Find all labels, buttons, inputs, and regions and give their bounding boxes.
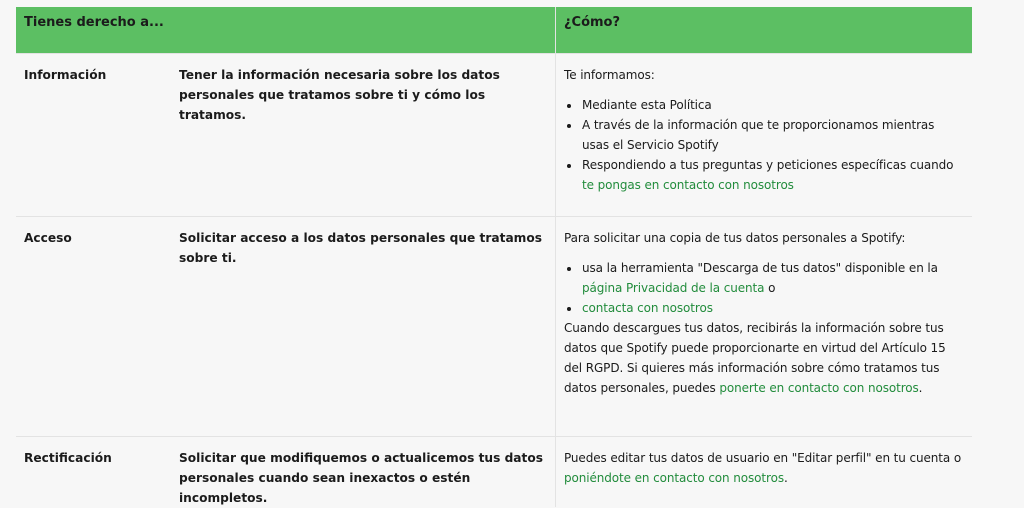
right-name: Rectificación [24,451,112,465]
list-item [581,258,964,298]
account-privacy-link[interactable]: página Privacidad de la cuenta [582,281,765,295]
paragraph-text: Puedes editar tus datos de usuario en "Editar perfil" en tu cuenta o [564,451,962,465]
how-paragraph [564,318,964,398]
right-description: Solicitar acceso a los datos personales que tratamos sobre ti. [171,217,556,436]
how-list [564,258,964,318]
table-row [16,436,972,507]
how-list [564,95,964,195]
list-item: • Mediante esta Política [581,95,964,115]
contact-link[interactable]: te pongas en contacto con nosotros [582,178,794,192]
list-item: • A través de la información que te proporcionamos mientras usas el Servicio Spotify [581,115,964,155]
table-header [16,7,972,53]
header-rights: Tienes derecho a... [16,7,556,53]
paragraph-end: . [918,381,923,395]
list-item-text: Respondiendo a tus preguntas y peticiones específicas cuando [582,158,954,172]
contact-link[interactable]: ponerte en contacto con nosotros [719,381,919,395]
list-item [581,298,964,318]
how-paragraph [564,448,964,488]
table-row [16,53,972,216]
rights-table [16,7,972,507]
how-cell [556,217,972,436]
right-description: Solicitar que modifiquemos o actualicemos tus datos personales cuando sean inexactos o estén incompletos. [171,437,556,507]
paragraph-text: Cuando descargues tus datos, recibirás la información sobre tus datos que Spotify puede proporcionarte en virtud del Artículo 15 del RGPD. Si quieres más información sobre cómo tratamos tus datos personales, puedes [564,321,946,395]
contact-link[interactable]: poniéndote en contacto con nosotros [564,471,784,485]
how-intro: Para solicitar una copia de tus datos personales a Spotify: [564,231,906,245]
right-name: Información [24,68,107,82]
list-item-suffix: o [764,281,776,295]
paragraph-end: . [783,471,788,485]
right-description: Tener la información necesaria sobre los datos personales que tratamos sobre ti y cómo los tratamos. [171,54,556,216]
list-item [581,155,964,195]
contact-link[interactable]: contacta con nosotros [582,301,713,315]
table-row [16,216,972,436]
how-intro: Te informamos: [564,68,655,82]
how-cell [556,54,972,216]
header-how: ¿Cómo? [564,15,621,30]
how-cell [556,437,972,507]
right-name: Acceso [24,231,72,245]
list-item-text: usa la herramienta "Descarga de tus datos" disponible en la [582,261,938,275]
